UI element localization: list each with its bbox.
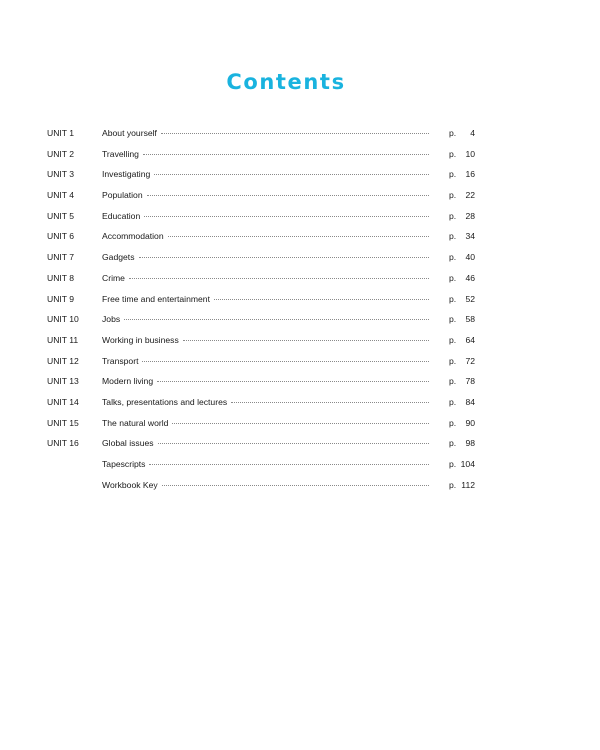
dot-leader bbox=[231, 402, 429, 403]
unit-label: UNIT 12 bbox=[47, 355, 79, 366]
unit-label: UNIT 10 bbox=[47, 314, 79, 325]
topic-title: Talks, presentations and lectures bbox=[102, 396, 228, 407]
toc-entry[interactable] bbox=[47, 371, 475, 392]
topic-title: Gadgets bbox=[102, 252, 135, 263]
dot-leader bbox=[129, 278, 429, 279]
page-number: 90 bbox=[465, 417, 475, 428]
unit-label: UNIT 9 bbox=[47, 293, 75, 304]
unit-label: UNIT 4 bbox=[47, 190, 75, 201]
page-number: 72 bbox=[465, 355, 475, 366]
unit-label: UNIT 14 bbox=[47, 396, 79, 407]
toc-entry[interactable] bbox=[47, 226, 475, 247]
unit-label: UNIT 6 bbox=[47, 231, 75, 242]
toc-entry[interactable] bbox=[47, 144, 475, 165]
dot-leader bbox=[168, 236, 429, 237]
page-prefix: p. bbox=[449, 438, 457, 449]
page-prefix: p. bbox=[449, 231, 457, 242]
unit-label: UNIT 5 bbox=[47, 210, 75, 221]
page-number: 10 bbox=[465, 148, 475, 159]
table-of-contents bbox=[47, 123, 475, 495]
dot-leader bbox=[214, 299, 429, 300]
topic-title: Workbook Key bbox=[102, 479, 158, 490]
page-number: 46 bbox=[465, 272, 475, 283]
unit-label: UNIT 11 bbox=[47, 334, 79, 345]
page-prefix: p. bbox=[449, 128, 457, 138]
dot-leader bbox=[154, 174, 429, 175]
page-prefix: p. bbox=[449, 355, 457, 366]
page-prefix: p. bbox=[449, 334, 457, 345]
page-prefix: p. bbox=[449, 459, 457, 469]
page-prefix: p. bbox=[449, 479, 457, 490]
toc-entry[interactable] bbox=[47, 123, 475, 144]
page-title: Contents bbox=[226, 70, 346, 94]
toc-entry[interactable] bbox=[47, 164, 475, 185]
topic-title: Tapescripts bbox=[102, 459, 146, 469]
page-number: 104 bbox=[460, 459, 475, 469]
dot-leader bbox=[139, 257, 430, 258]
unit-label: UNIT 2 bbox=[47, 148, 75, 159]
topic-title: Transport bbox=[102, 355, 139, 366]
toc-entry[interactable] bbox=[47, 185, 475, 206]
page-prefix: p. bbox=[449, 148, 457, 159]
topic-title: Investigating bbox=[102, 169, 151, 180]
page-prefix: p. bbox=[449, 190, 457, 201]
page-number: 40 bbox=[465, 252, 475, 263]
page-prefix: p. bbox=[449, 293, 457, 304]
toc-entry[interactable] bbox=[47, 247, 475, 268]
unit-label: UNIT 13 bbox=[47, 376, 79, 387]
topic-title: Crime bbox=[102, 272, 125, 283]
dot-leader bbox=[172, 423, 429, 424]
dot-leader bbox=[143, 154, 429, 155]
dot-leader bbox=[158, 443, 429, 444]
toc-entry[interactable] bbox=[47, 433, 475, 454]
toc-entry[interactable] bbox=[47, 309, 475, 330]
page-prefix: p. bbox=[449, 417, 457, 428]
unit-label: UNIT 1 bbox=[47, 128, 75, 138]
unit-label: UNIT 8 bbox=[47, 272, 75, 283]
toc-entry[interactable] bbox=[47, 206, 475, 227]
page-prefix: p. bbox=[449, 252, 457, 263]
toc-entry[interactable] bbox=[47, 330, 475, 351]
page-prefix: p. bbox=[449, 314, 457, 325]
topic-title: Travelling bbox=[102, 148, 139, 159]
toc-entry[interactable] bbox=[47, 392, 475, 413]
dot-leader bbox=[157, 381, 429, 382]
page-prefix: p. bbox=[449, 396, 457, 407]
page-number: 78 bbox=[465, 376, 475, 387]
page-number: 34 bbox=[465, 231, 475, 242]
dot-leader bbox=[161, 133, 429, 134]
page-number: 28 bbox=[465, 210, 475, 221]
topic-title: Accommodation bbox=[102, 231, 164, 242]
page-prefix: p. bbox=[449, 210, 457, 221]
topic-title: About yourself bbox=[102, 128, 157, 138]
topic-title: Modern living bbox=[102, 376, 154, 387]
dot-leader bbox=[147, 195, 429, 196]
topic-title: The natural world bbox=[102, 417, 169, 428]
page-prefix: p. bbox=[449, 169, 457, 180]
page-number: 52 bbox=[465, 293, 475, 304]
page-number: 64 bbox=[465, 334, 475, 345]
page-prefix: p. bbox=[449, 376, 457, 387]
topic-title: Education bbox=[102, 210, 141, 221]
page-number: 98 bbox=[465, 438, 475, 449]
dot-leader bbox=[144, 216, 429, 217]
toc-entry[interactable] bbox=[47, 475, 475, 496]
toc-entry[interactable] bbox=[47, 351, 475, 372]
unit-label: UNIT 3 bbox=[47, 169, 75, 180]
topic-title: Jobs bbox=[102, 314, 121, 325]
dot-leader bbox=[124, 319, 429, 320]
page-number: 4 bbox=[470, 128, 475, 138]
unit-label: UNIT 7 bbox=[47, 252, 75, 263]
unit-label: UNIT 15 bbox=[47, 417, 79, 428]
toc-entry[interactable] bbox=[47, 268, 475, 289]
dot-leader bbox=[183, 340, 429, 341]
page-number: 84 bbox=[465, 396, 475, 407]
topic-title: Free time and entertainment bbox=[102, 293, 210, 304]
unit-label: UNIT 16 bbox=[47, 438, 79, 449]
toc-entry[interactable] bbox=[47, 289, 475, 310]
dot-leader bbox=[142, 361, 429, 362]
page-number: 58 bbox=[465, 314, 475, 325]
dot-leader bbox=[149, 464, 429, 465]
page-number: 22 bbox=[465, 190, 475, 201]
page-number: 112 bbox=[461, 479, 475, 490]
topic-title: Working in business bbox=[102, 334, 179, 345]
topic-title: Population bbox=[102, 190, 143, 201]
toc-entry[interactable] bbox=[47, 413, 475, 434]
page-prefix: p. bbox=[449, 272, 457, 283]
toc-entry[interactable] bbox=[47, 454, 475, 475]
topic-title: Global issues bbox=[102, 438, 154, 449]
dot-leader bbox=[162, 485, 429, 486]
page-number: 16 bbox=[465, 169, 475, 180]
